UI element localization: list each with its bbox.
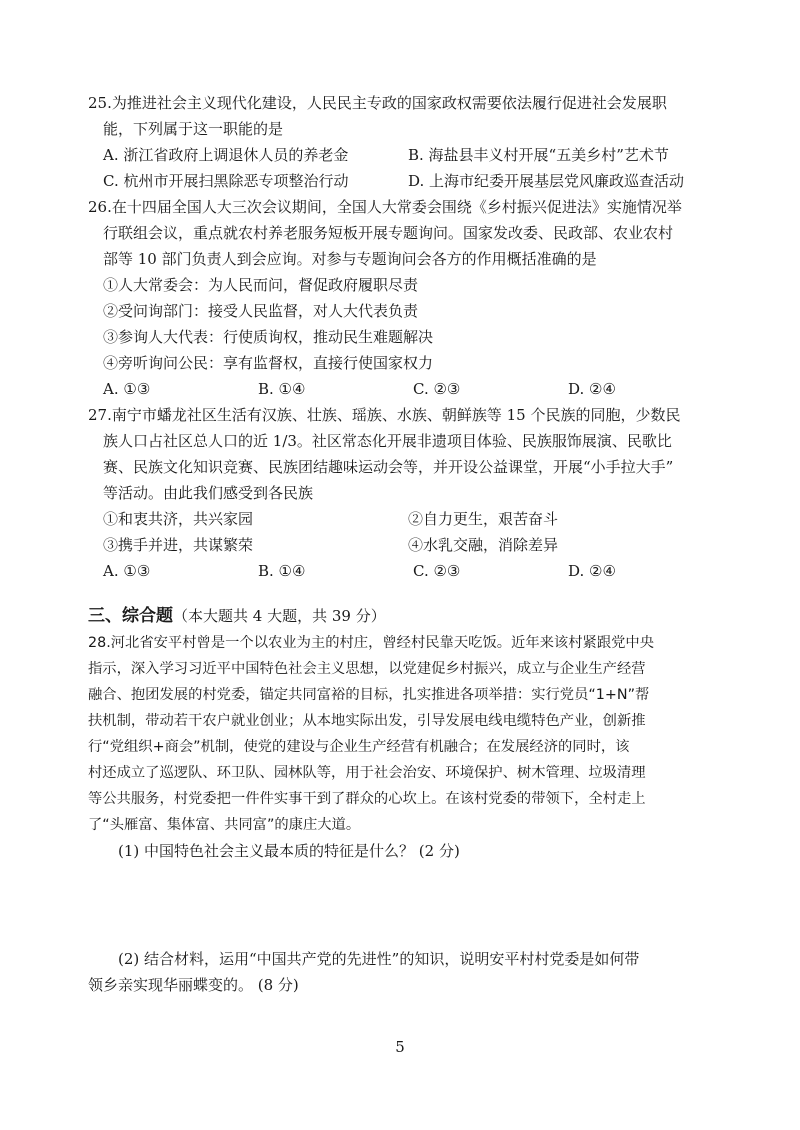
option-b: B. ①④ — [258, 380, 306, 398]
option-b: B. 海盐县丰义村开展“五美乡村”艺术节 — [408, 146, 669, 164]
option-a: A. ①③ — [103, 380, 151, 398]
material-line: 行“党组织+商会”机制，使党的建设与企业生产经营有机融合；在发展经济的同时，该 — [88, 739, 630, 755]
question-stem-line: 能，下列属于这一职能的是 — [103, 120, 284, 138]
question-28-material — [88, 630, 728, 838]
answer-space — [88, 864, 728, 946]
question-stem-line: 族人口占社区总人口的近 1/3。社区常态化开展非遗项目体验、民族服饰展演、民歌比 — [103, 432, 672, 450]
question-stem-line: 26.在十四届全国人大三次会议期间，全国人大常委会围绕《乡村振兴促进法》实施情况举 — [88, 198, 682, 216]
option-row — [88, 558, 728, 584]
question-27 — [88, 402, 728, 584]
question-stem-line: 25.为推进社会主义现代化建设，人民民主专政的国家政权需要依法履行促进社会发展职 — [88, 94, 667, 112]
page-number: 5 — [395, 1038, 405, 1056]
material-line: 指示，深入学习习近平中国特色社会主义思想，以党建促乡村振兴，成立与企业生产经营 — [88, 661, 646, 677]
option-c: C. ②③ — [413, 380, 461, 398]
section-heading — [88, 602, 728, 630]
option-b: B. ①④ — [258, 562, 306, 580]
option-row — [88, 168, 728, 194]
subquestion-2-line: 领乡亲实现华丽蝶变的。 (8 分) — [88, 976, 299, 994]
statement-item: ③参询人大代表：行使质询权，推动民生难题解决 — [103, 328, 434, 346]
material-line: 扶机制，带动若干农户就业创业；从本地实际出发，引导发展电线电缆特色产业，创新推 — [88, 713, 646, 729]
material-line: 村还成立了巡逻队、环卫队、园林队等，用于社会治安、环境保护、树木管理、垃圾清理 — [88, 765, 646, 781]
question-stem-line: 部等 10 部门负责人到会应询。对参与专题询问会各方的作用概括准确的是 — [103, 250, 597, 268]
section-note: （本大题共 4 大题，共 39 分） — [173, 607, 386, 625]
question-stem-line: 等活动。由此我们感受到各民族 — [103, 484, 314, 502]
statement-item: ①和衷共济，共兴家园 — [103, 510, 254, 528]
exam-page — [88, 90, 728, 998]
statement-item: ④旁听询问公民：享有监督权，直接行使国家权力 — [103, 354, 434, 372]
question-stem-line: 行联组会议，重点就农村养老服务短板开展专题询问。国家发改委、民政部、农业农村 — [103, 224, 674, 242]
question-25 — [88, 90, 728, 194]
option-d: D. ②④ — [568, 380, 616, 398]
subquestion-2-line: (2) 结合材料，运用“中国共产党的先进性”的知识，说明安平村村党委是如何带 — [118, 950, 640, 968]
statement-item: ③携手并进，共谋繁荣 — [103, 536, 254, 554]
section-title: 三、综合题 — [88, 606, 173, 626]
material-line: 28.河北省安平村曾是一个以农业为主的村庄，曾经村民靠天吃饭。近年来该村紧跟党中央 — [88, 635, 655, 651]
material-line: 融合、抱团发展的村党委，锚定共同富裕的目标，扎实推进各项举措：实行党员“1+N”帮 — [88, 687, 650, 703]
material-line: 等公共服务，村党委把一件件实事干到了群众的心坎上。在该村党委的带领下，全村走上 — [88, 791, 646, 807]
question-stem-line: 27.南宁市蟠龙社区生活有汉族、壮族、瑶族、水族、朝鲜族等 15 个民族的同胞，少数民 — [88, 406, 681, 424]
material-line: 了“头雁富、集体富、共同富”的康庄大道。 — [88, 817, 361, 833]
option-d: D. ②④ — [568, 562, 616, 580]
option-c: C. 杭州市开展扫黑除恶专项整治行动 — [103, 172, 349, 190]
statement-item: ②受问询部门：接受人民监督，对人大代表负责 — [103, 302, 419, 320]
option-row — [88, 142, 728, 168]
option-d: D. 上海市纪委开展基层党风廉政巡查活动 — [408, 172, 685, 190]
statement-row — [88, 532, 728, 558]
subquestion-1: (1) 中国特色社会主义最本质的特征是什么？ (2 分) — [118, 842, 460, 860]
option-a: A. 浙江省政府上调退休人员的养老金 — [103, 146, 349, 164]
statement-item: ④水乳交融，消除差异 — [408, 536, 559, 554]
statement-row — [88, 506, 728, 532]
option-row — [88, 376, 728, 402]
question-26 — [88, 194, 728, 402]
option-a: A. ①③ — [103, 562, 151, 580]
statement-item: ①人大常委会：为人民而问，督促政府履职尽责 — [103, 276, 419, 294]
option-c: C. ②③ — [413, 562, 461, 580]
statement-item: ②自力更生，艰苦奋斗 — [408, 510, 559, 528]
question-stem-line: 赛、民族文化知识竞赛、民族团结趣味运动会等，并开设公益课堂，开展“小手拉大手” — [103, 458, 674, 476]
